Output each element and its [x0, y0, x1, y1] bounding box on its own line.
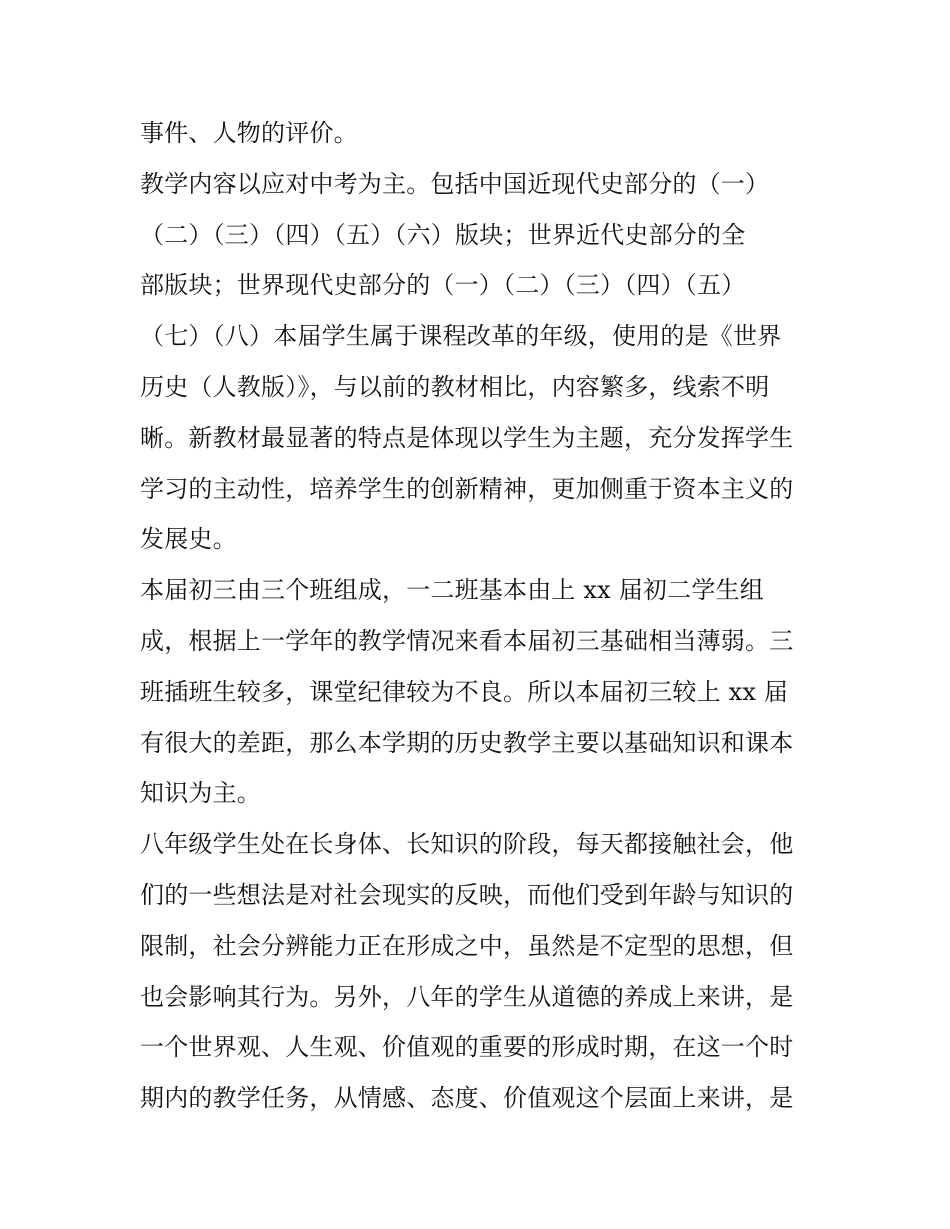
text-line: 成，根据上一学年的教学情况来看本届初三基础相当薄弱。三 — [140, 626, 794, 655]
text-line: 也会影响其行为。另外，八年的学生从道德的养成上来讲，是 — [140, 982, 794, 1011]
text-line: 部版块；世界现代史部分的（一）（二）（三）（四）（五） — [140, 271, 746, 300]
text-line: 发展史。 — [140, 525, 237, 554]
text-line: 班插班生较多，课堂纪律较为不良。所以本届初三较上 xx 届 — [140, 677, 789, 706]
text-line: 本届初三由三个班组成，一二班基本由上 xx 届初二学生组 — [140, 576, 764, 605]
text-line: 教学内容以应对中考为主。包括中国近现代史部分的（一） — [140, 169, 770, 198]
text-line: 一个世界观、人生观、价值观的重要的形成时期，在这一个时 — [140, 1033, 794, 1062]
text-line: 历史（人教版）》，与以前的教材相比，内容繁多，线索不明 — [140, 372, 770, 401]
text-line: 们的一些想法是对社会现实的反映，而他们受到年龄与知识的 — [140, 880, 794, 909]
text-line: 期内的教学任务，从情感、态度、价值观这个层面上来讲，是 — [140, 1084, 794, 1113]
text-line: （二）（三）（四）（五）（六）版块；世界近代史部分的全 — [140, 220, 746, 249]
document-body — [140, 108, 820, 1124]
text-line: 学习的主动性，培养学生的创新精神，更加侧重于资本主义的 — [140, 474, 794, 503]
text-line: 知识为主。 — [140, 779, 261, 808]
text-line: 有很大的差距，那么本学期的历史教学主要以基础知识和课本 — [140, 728, 794, 757]
text-line: （七）（八）本届学生属于课程改革的年级，使用的是《世界 — [140, 322, 782, 351]
text-line: 事件、人物的评价。 — [140, 119, 358, 147]
text-line: 限制，社会分辨能力正在形成之中，虽然是不定型的思想，但 — [140, 931, 794, 960]
text-line: 晰。新教材最显著的特点是体现以学生为主题，充分发挥学生 — [140, 423, 794, 452]
text-line: 八年级学生处在长身体、长知识的阶段，每天都接触社会，他 — [140, 830, 794, 859]
